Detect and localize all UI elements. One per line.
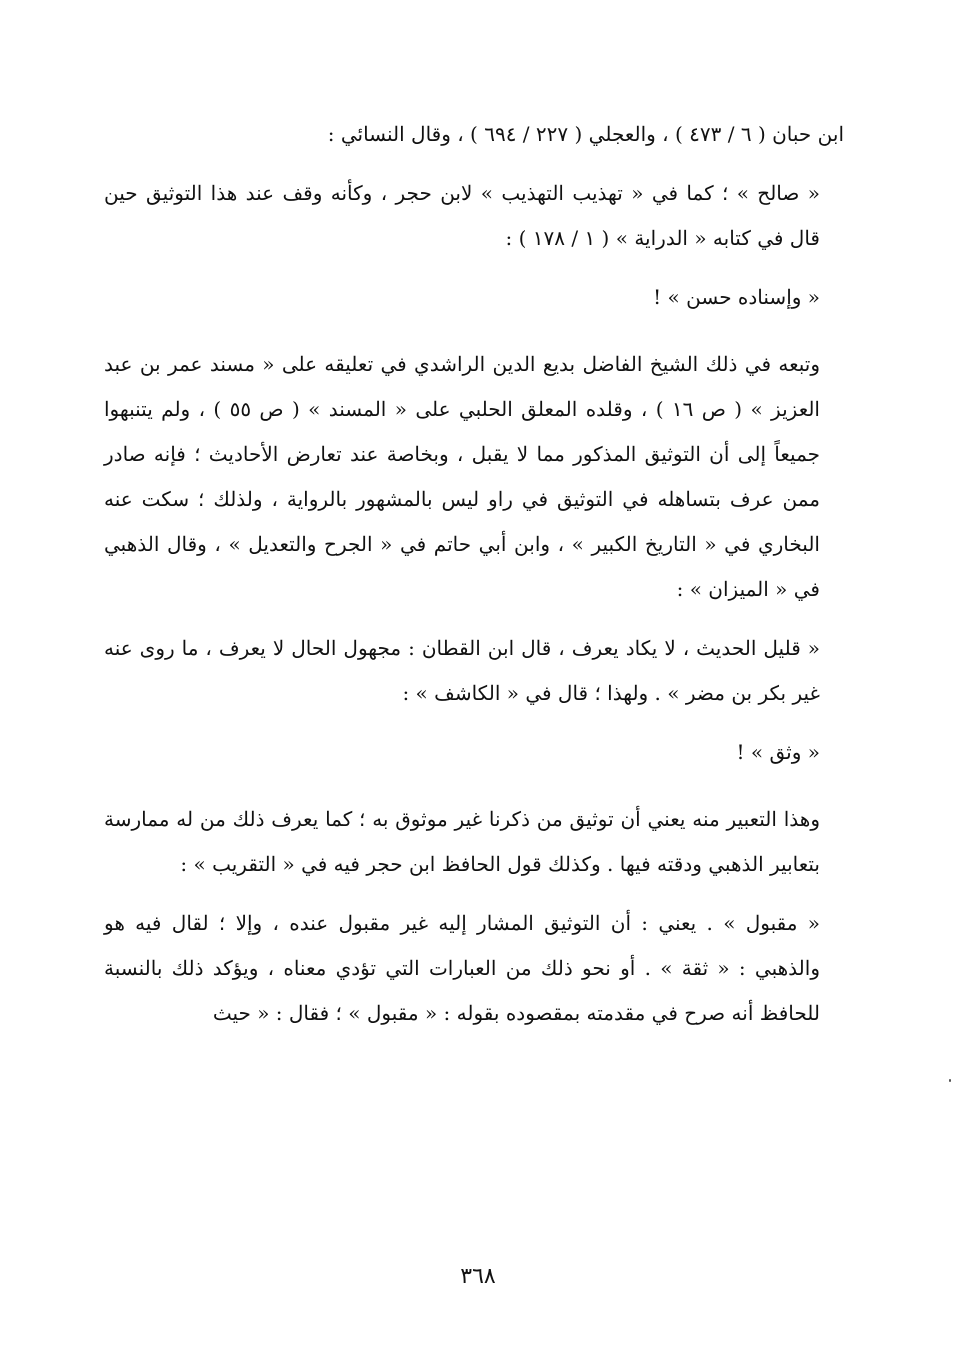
scan-speck-mark xyxy=(949,1079,951,1082)
page-number: ٣٦٨ xyxy=(460,1264,496,1289)
page-body-text xyxy=(104,112,844,1036)
paragraph-rashidi-discussion: وتبعه في ذلك الشيخ الفاضل بديع الدين الراشدي في تعليقه على « مسند عمر بن عبد العزيز » ( ص ١٦ ) ، وقلده المعلق الحلبي على « المسند » ( ص ٥٥ ) ، ولم يتنبهوا جميعاً إلى أن التوثيق المذكور مما لا يقبل ، وبخاصة عند تعارض الأحاديث ؛ فإنه صادر ممن عرف بتساهله في التوثيق في راو ليس بالمشهور بالرواية ، ولذلك ؛ سكت عنه البخاري في « التاريخ الكبير » ، وابن أبي حاتم في « الجرح والتعديل » ، وقال الذهبي في « الميزان » : xyxy=(104,352,821,601)
paragraph-intro-citation: ابن حبان ( ٦ / ٤٧٣ ) ، والعجلي ( ٢٢٧ / ٦٩٤ ) ، وقال النسائي : xyxy=(327,122,844,146)
paragraph-quote-wuththiq: « وثق » ! xyxy=(736,740,820,764)
paragraph-quote-maqbul: « مقبول » . يعني : أن التوثيق المشار إليه غير مقبول عنده ، وإلا ؛ لقال فيه هو والذهبي : « ثقة » . أو نحو ذلك من العبارات التي تؤدي معناه ، ويؤكد ذلك بالنسبة للحافظ أنه صرح في مقدمته بمقصوده بقوله : « مقبول » ؛ فقال : « حيث xyxy=(104,911,820,1025)
paragraph-dhahabi-expression: وهذا التعبير منه يعني أن توثيق من ذكرنا غير موثوق به ؛ كما يعرف ذلك من له ممارسة بتعابير الذهبي ودقته فيها . وكذلك قول الحافظ ابن حجر فيه في « التقريب » : xyxy=(104,807,820,876)
paragraph-quote-salih: « صالح » ؛ كما في « تهذيب التهذيب » لابن حجر ، وكأنه وقف عند هذا التوثيق حين قال في كتابه « الدراية » ( ١ / ١٧٨ ) : xyxy=(104,181,820,250)
paragraph-quote-isnad-hasan: « وإسناده حسن » ! xyxy=(653,285,820,309)
paragraph-quote-dhahabi-mizan: « قليل الحديث ، لا يكاد يعرف ، قال ابن القطان : مجهول الحال لا يعرف ، ما روى عنه غير بكر بن مضر » . ولهذا ؛ قال في « الكاشف » : xyxy=(104,636,820,705)
